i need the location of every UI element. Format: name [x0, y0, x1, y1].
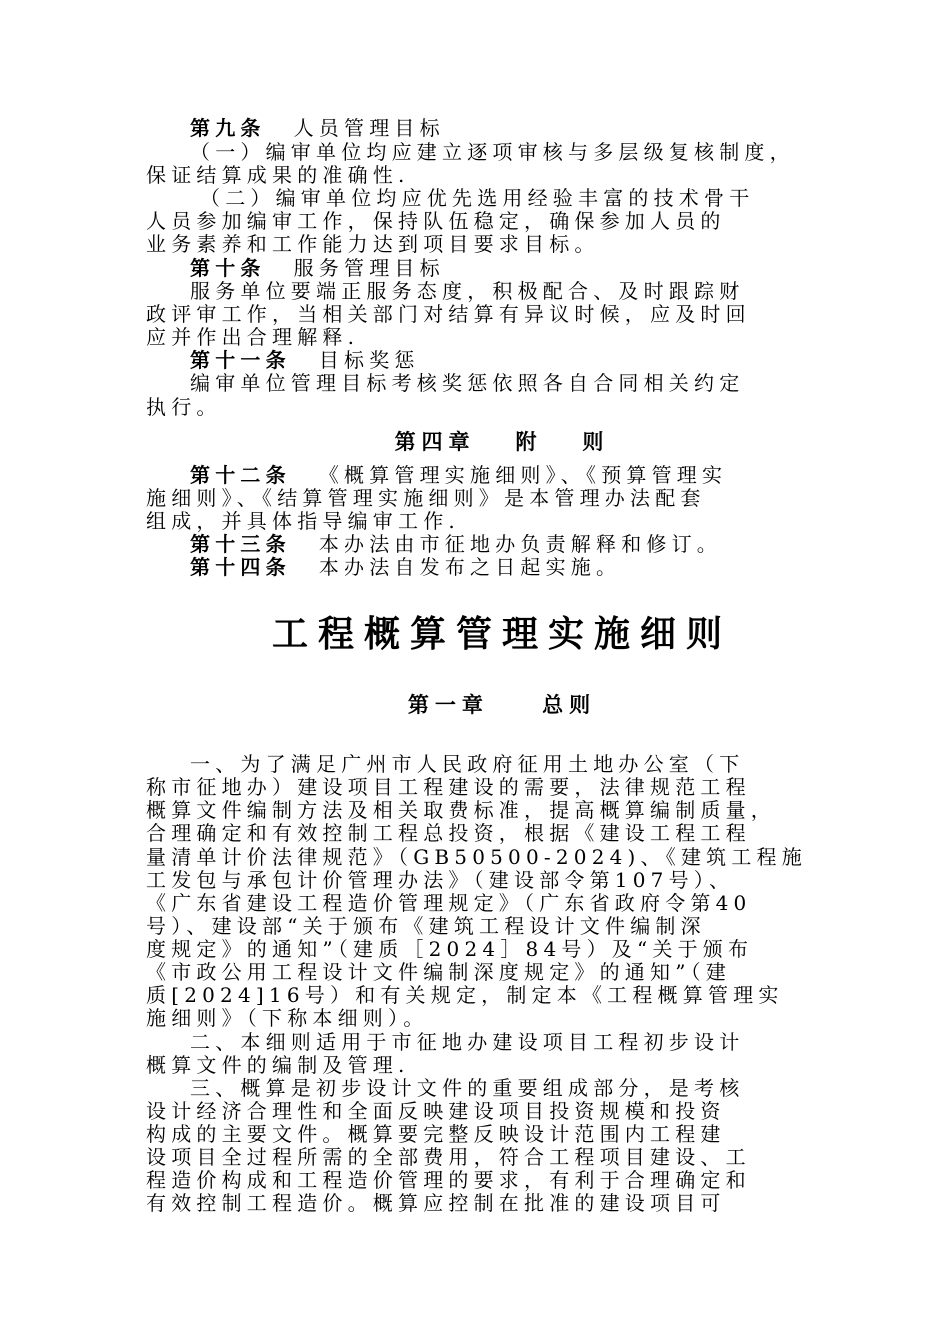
section-3-line: 设项目全过程所需的全部费用，符合工程项目建设、工	[146, 1145, 751, 1169]
section-2-line: 二、本细则适用于市征地办建设项目工程初步设计	[190, 1030, 745, 1054]
article-12-first-line	[190, 463, 858, 487]
section-1-line: 《广东省建设工程造价管理规定》（广东省政府令第40	[146, 891, 752, 915]
section-1-line: 概算文件编制方法及相关取费标准，提高概算编制质量，	[146, 798, 776, 822]
section-1-line: 一、为了满足广州市人民政府征用土地办公室（下	[190, 752, 745, 776]
article-9-line: （二）编审单位均应优先选用经验丰富的技术骨干	[200, 186, 755, 210]
section-1-line: 合理确定和有效控制工程总投资，根据《建设工程工程	[146, 821, 751, 845]
section-3-line: 构成的主要文件。概算要完整反映设计范围内工程建	[146, 1122, 726, 1146]
article-13-text: 本办法由市征地办负责解释和修订。	[318, 532, 723, 556]
section-3-line: 程造价构成和工程造价管理的要求，有利于合理确定和	[146, 1168, 751, 1192]
article-9-line: 人员参加编审工作，保持队伍稳定，确保参加人员的	[146, 209, 726, 233]
article-14-text: 本办法自发布之日起实施。	[318, 555, 622, 579]
section-1-line: 《市政公用工程设计文件编制深度规定》的通知”（建	[146, 960, 732, 984]
article-9-line: 业务素养和工作能力达到项目要求目标。	[146, 232, 600, 256]
article-11-heading	[190, 348, 858, 372]
article-13-label: 第十三条	[190, 532, 291, 556]
article-11-line: 执行。	[146, 395, 222, 419]
article-14-label: 第十四条	[190, 555, 291, 579]
section-1-line: 施细则》（下称本细则）。	[146, 1006, 429, 1030]
article-12-text: 《概算管理实施细则》、《预算管理实	[318, 463, 728, 487]
article-11-label: 第十一条	[190, 348, 291, 372]
article-12-label: 第十二条	[190, 463, 291, 487]
article-9-label: 第九条	[190, 116, 266, 140]
section-1-line: 号）、建设部“关于颁布《建筑工程设计文件编制深	[146, 914, 706, 938]
section-3-line: 三、概算是初步设计文件的重要组成部分，是考核	[190, 1076, 745, 1100]
document-title: 工程概算管理实施细则	[271, 614, 732, 655]
article-13-line	[190, 532, 858, 556]
section-1-line: 称市征地办）建设项目工程建设的需要，法律规范工程	[146, 775, 751, 799]
article-10-label: 第十条	[190, 256, 266, 280]
section-1-line: 量清单计价法律规范》（GB50500-2024)、《建筑工程施	[146, 845, 807, 869]
chapter-4-heading: 第四章 附 则	[394, 430, 610, 454]
article-9-heading	[190, 116, 858, 140]
article-14-line	[190, 555, 858, 579]
article-10-title: 服务管理目标	[293, 256, 445, 280]
article-11-title: 目标奖惩	[318, 348, 420, 372]
article-12-line: 组成，并具体指导编审工作.	[146, 509, 460, 533]
section-3-line: 有效控制工程造价。概算应控制在批准的建设项目可	[146, 1191, 726, 1215]
article-9-line: 保证结算成果的准确性.	[146, 163, 410, 187]
chapter-1-heading: 第一章 总则	[407, 693, 597, 717]
article-10-line: 服务单位要端正服务态度，积极配合、及时跟踪财	[190, 279, 745, 303]
section-1-line: 质[2024]16号）和有关规定，制定本《工程概算管理实	[146, 983, 784, 1007]
section-1-line: 度规定》的通知”（建质［2024］84号）及“关于颁布	[146, 937, 754, 961]
section-2-line: 概算文件的编制及管理.	[146, 1053, 410, 1077]
section-1-line: 工发包与承包计价管理办法》（建设部令第107号）、	[146, 868, 735, 892]
article-10-line: 应并作出合理解释.	[146, 325, 360, 349]
article-11-line: 编审单位管理目标考核奖惩依照各自合同相关约定	[190, 371, 745, 395]
article-9-title: 人员管理目标	[293, 116, 445, 140]
section-3-line: 设计经济合理性和全面反映建设项目投资规模和投资	[146, 1099, 726, 1123]
article-9-line: （一）编审单位均应建立逐项审核与多层级复核制度，	[190, 140, 795, 164]
article-10-line: 政评审工作，当相关部门对结算有异议时候，应及时回	[146, 302, 751, 326]
article-10-heading	[190, 256, 858, 280]
article-12-line: 施细则》、《结算管理实施细则》是本管理办法配套	[146, 486, 706, 510]
